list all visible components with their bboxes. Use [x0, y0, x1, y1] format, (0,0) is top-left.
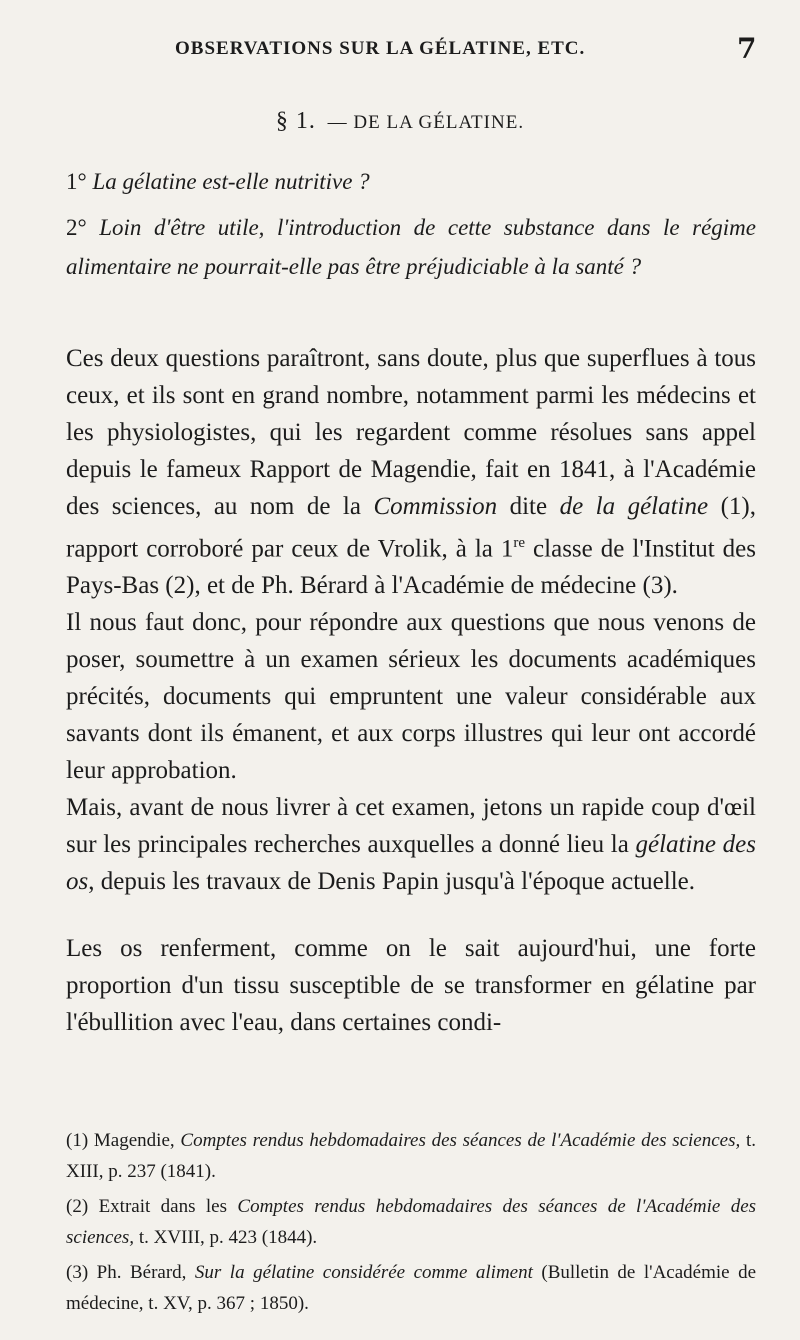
footnote-marker: (2)	[66, 1196, 89, 1217]
text-run: (1), rapport corroboré par ceux de Vrolik, à la 1	[66, 493, 756, 563]
footnote-marker: (3)	[66, 1262, 89, 1283]
question-2	[66, 208, 756, 286]
paragraph-3	[66, 789, 756, 900]
section-title: — DE LA GÉLATINE.	[327, 112, 525, 133]
italic-run: de la gélatine	[559, 493, 709, 520]
footnote-author: Ph. Bérard,	[96, 1262, 187, 1283]
question-marker: 2°	[66, 215, 87, 240]
section-heading	[0, 108, 800, 135]
footnote-3	[66, 1257, 756, 1319]
footnote-title: Sur la gélatine considérée comme aliment	[194, 1262, 533, 1283]
italic-run: gélatine des os	[66, 831, 757, 896]
footnote-marker: (1)	[66, 1130, 89, 1151]
paragraph-1	[66, 340, 756, 604]
question-1	[66, 162, 756, 201]
main-text	[66, 340, 756, 1041]
superscript: re	[513, 535, 526, 551]
question-marker: 1°	[66, 169, 87, 194]
page-number: 7	[737, 32, 757, 65]
section-number: § 1.	[275, 108, 316, 134]
running-title: OBSERVATIONS SUR LA GÉLATINE, ETC.	[175, 38, 586, 59]
italic-run: Commission	[373, 493, 498, 520]
footnote-details: (Bulletin de l'Académie de médecine, t. XV, p. 367 ; 1850).	[66, 1262, 757, 1314]
footnote-title: Comptes rendus hebdomadaires des séances de l'Académie des sciences,	[66, 1196, 757, 1248]
text-run: , depuis les travaux de Denis Papin jusqu'à l'époque actuelle.	[88, 868, 695, 896]
footnote-title: Comptes rendus hebdomadaires des séances de l'Académie des sciences,	[180, 1130, 741, 1151]
footnote-details: t. XIII, p. 237 (1841).	[66, 1130, 757, 1182]
footnote-details: t. XVIII, p. 423 (1844).	[138, 1227, 318, 1248]
question-text: La gélatine est-elle nutritive ?	[92, 169, 370, 194]
paragraph-2: Il nous faut donc, pour répondre aux questions que nous venons de poser, soumettre à un examen sérieux les documents académiques précités, documents qui empruntent une valeur considérable aux savants dont ils émanent, et aux corps illustres qui leur ont accordé leur approbation.	[66, 609, 756, 785]
text-run: classe de l'Institut des Pays-Bas (2), et de Ph. Bérard à l'Académie de médecine (3).	[66, 535, 757, 600]
text-run: Ces deux questions paraîtront, sans doute, plus que superflues à tous ceux, et ils sont en grand nombre, notamment parmi les médecins et les physiologistes, qui les regardent comme résolues sans appel depuis le fameux Rapport de Magendie, fait en 1841, à l'Académie des sciences, au nom de la	[66, 345, 756, 520]
footnote-1	[66, 1125, 756, 1187]
text-run: dite	[497, 493, 560, 520]
footnote-author: Extrait dans les	[98, 1196, 227, 1217]
footnote-2	[66, 1191, 756, 1253]
page-header	[0, 30, 800, 70]
footnote-author: Magendie,	[93, 1130, 175, 1151]
question-text: Loin d'être utile, l'introduction de cette substance dans le régime alimentaire ne pourrait-elle pas être préjudiciable à la santé ?	[66, 215, 756, 279]
paragraph-4: Les os renferment, comme on le sait aujourd'hui, une forte proportion d'un tissu susceptible de se transformer en gélatine par l'ébullition avec l'eau, dans certaines condi-	[66, 935, 756, 1037]
text-run: Mais, avant de nous livrer à cet examen, jetons un rapide coup d'œil sur les principales recherches auxquelles a donné lieu la	[66, 794, 756, 859]
footnotes	[66, 1125, 756, 1323]
